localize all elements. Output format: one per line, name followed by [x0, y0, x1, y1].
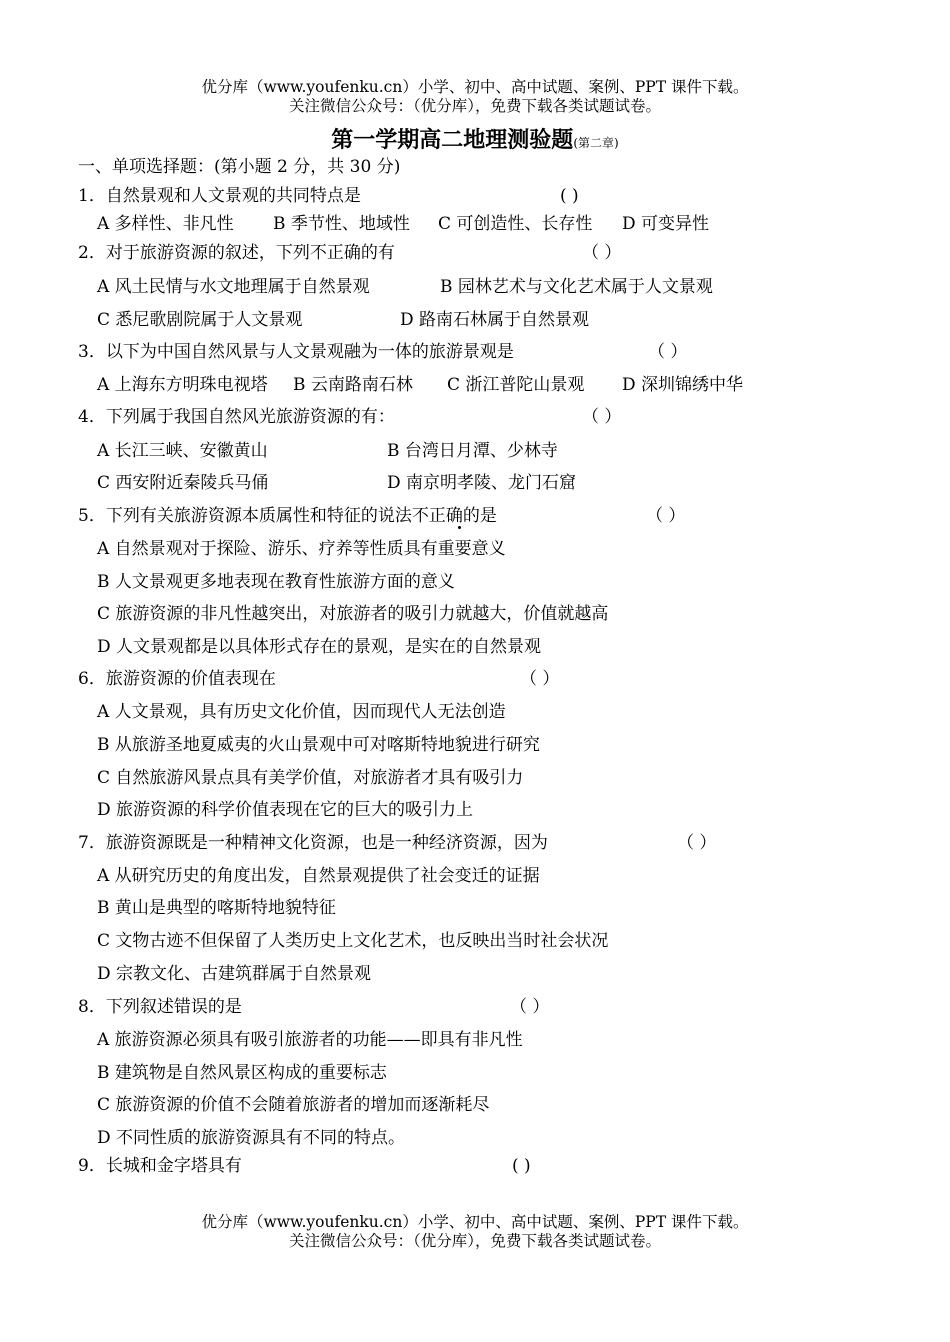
question-2-blank: （ ） — [582, 243, 622, 263]
question-7-option-d: D 宗教文化、古建筑群属于自然景观 — [97, 964, 372, 984]
title-sub: (第二章) — [573, 136, 619, 150]
question-3-stem: 3．以下为中国自然风景与人文景观融为一体的旅游景观是 — [78, 342, 514, 362]
question-6-blank: （ ） — [520, 669, 560, 689]
page-title — [0, 127, 950, 156]
question-1-stem: 1．自然景观和人文景观的共同特点是 — [78, 186, 361, 206]
footer-watermark-line-1: 优分库（www.youfenku.cn）小学、初中、高中试题、案例、PPT 课件下载。 — [201, 1213, 749, 1231]
question-6-option-a: A 人文景观，具有历史文化价值，因而现代人无法创造 — [97, 702, 506, 722]
question-7-option-b: B 黄山是典型的喀斯特地貌特征 — [97, 898, 336, 918]
question-4-option-a: A 长江三峡、安徽黄山 — [97, 441, 268, 461]
emphasis-dot — [458, 526, 461, 529]
question-5-stem: 5．下列有关旅游资源本质属性和特征的说法不正确的是 — [78, 506, 497, 526]
section-heading: 一、单项选择题：(第小题 2 分，共 30 分) — [78, 157, 401, 177]
question-3-option-b: B 云南路南石林 — [293, 375, 413, 395]
question-6-stem: 6．旅游资源的价值表现在 — [78, 669, 276, 689]
watermark-line-1: 优分库（www.youfenku.cn）小学、初中、高中试题、案例、PPT 课件下载。 — [201, 78, 749, 96]
question-6-option-d: D 旅游资源的科学价值表现在它的巨大的吸引力上 — [97, 800, 474, 820]
question-5-blank: （ ） — [646, 506, 686, 526]
question-1-blank: ( ) — [560, 186, 579, 206]
question-2-option-d: D 路南石林属于自然景观 — [400, 310, 590, 330]
question-1-option-c: C 可创造性、长存性 — [438, 214, 593, 234]
question-8-option-d: D 不同性质的旅游资源具有不同的特点。 — [97, 1128, 406, 1148]
title-main: 第一学期高二地理测验题 — [331, 127, 574, 153]
question-2-option-b: B 园林艺术与文化艺术属于人文景观 — [440, 277, 713, 297]
question-2-option-c: C 悉尼歌剧院属于人文景观 — [97, 310, 303, 330]
question-9-blank: ( ) — [512, 1156, 531, 1176]
question-1-option-d: D 可变异性 — [622, 214, 710, 234]
question-4-stem: 4．下列属于我国自然风光旅游资源的有： — [78, 407, 395, 427]
watermark-line-2: 关注微信公众号：（优分库），免费下载各类试题试卷。 — [288, 97, 661, 115]
question-7-option-a: A 从研究历史的角度出发，自然景观提供了社会变迁的证据 — [97, 866, 540, 886]
question-4-option-c: C 西安附近秦陵兵马俑 — [97, 473, 269, 493]
question-9-stem: 9．长城和金字塔具有 — [78, 1156, 242, 1176]
question-4-blank: （ ） — [582, 407, 622, 427]
question-8-stem: 8．下列叙述错误的是 — [78, 997, 242, 1017]
question-6-option-c: C 自然旅游风景点具有美学价值，对旅游者才具有吸引力 — [97, 768, 524, 788]
question-3-blank: （ ） — [648, 342, 688, 362]
question-3-option-a: A 上海东方明珠电视塔 — [97, 375, 268, 395]
question-5-option-c: C 旅游资源的非凡性越突出，对旅游者的吸引力就越大，价值就越高 — [97, 604, 609, 624]
question-7-stem: 7．旅游资源既是一种精神文化资源，也是一种经济资源，因为 — [78, 833, 548, 853]
question-4-option-d: D 南京明孝陵、龙门石窟 — [387, 473, 577, 493]
question-3-option-c: C 浙江普陀山景观 — [447, 375, 585, 395]
question-1-option-b: B 季节性、地域性 — [273, 214, 410, 234]
question-3-option-d: D 深圳锦绣中华 — [622, 375, 744, 395]
question-8-option-b: B 建筑物是自然风景区构成的重要标志 — [97, 1063, 387, 1083]
question-7-option-c: C 文物古迹不但保留了人类历史上文化艺术，也反映出当时社会状况 — [97, 931, 609, 951]
footer-watermark-line-2: 关注微信公众号：（优分库），免费下载各类试题试卷。 — [288, 1232, 661, 1250]
question-2-stem: 2．对于旅游资源的叙述，下列不正确的有 — [78, 243, 395, 263]
question-5-option-a: A 自然景观对于探险、游乐、疗养等性质具有重要意义 — [97, 539, 506, 559]
question-5-option-d: D 人文景观都是以具体形式存在的景观，是实在的自然景观 — [97, 637, 542, 657]
question-8-option-a: A 旅游资源必须具有吸引旅游者的功能——即具有非凡性 — [97, 1030, 523, 1050]
question-8-blank: （ ） — [510, 997, 550, 1017]
question-7-blank: （ ） — [677, 833, 717, 853]
question-2-option-a: A 风土民情与水文地理属于自然景观 — [97, 277, 370, 297]
question-4-option-b: B 台湾日月潭、少林寺 — [387, 441, 558, 461]
question-1-option-a: A 多样性、非凡性 — [97, 214, 234, 234]
question-5-option-b: B 人文景观更多地表现在教育性旅游方面的意义 — [97, 572, 455, 592]
question-8-option-c: C 旅游资源的价值不会随着旅游者的增加而逐渐耗尽 — [97, 1095, 490, 1115]
question-6-option-b: B 从旅游圣地夏威夷的火山景观中可对喀斯特地貌进行研究 — [97, 735, 540, 755]
